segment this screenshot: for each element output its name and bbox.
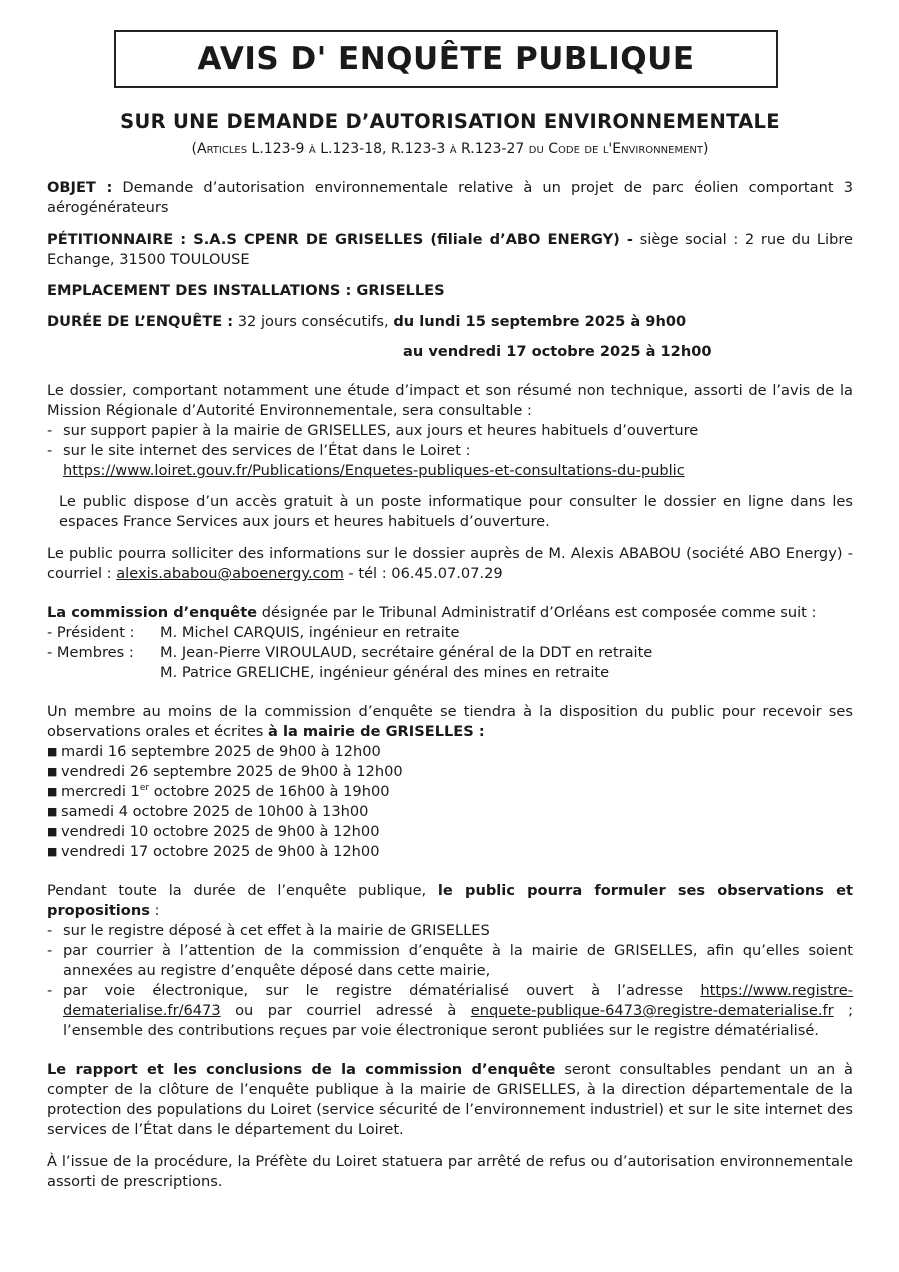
emplacement-text: EMPLACEMENT DES INSTALLATIONS : GRISELLES — [47, 282, 445, 299]
observation-registre: sur le registre déposé à cet effet à la mairie de GRISELLES — [63, 922, 490, 939]
ordinal-suffix: er — [139, 783, 150, 794]
issue-paragraph: À l’issue de la procédure, la Préfète du Loiret statuera par arrêté de refus ou d’autorisation environnementale assorti de prescriptions. — [47, 1153, 853, 1190]
registre-email-link[interactable]: enquete-publique-6473@registre-dematerialise.fr — [470, 1002, 834, 1019]
list-item — [47, 441, 853, 481]
loiret-url-link[interactable]: https://www.loiret.gouv.fr/Publications/Enquetes-publiques-et-consultations-du-public — [63, 462, 685, 479]
dossier-item-paper: sur support papier à la mairie de GRISELLES, aux jours et heures habituels d’ouverture — [63, 422, 699, 439]
membre-1-name: M. Jean-Pierre VIROULAUD, secrétaire général de la DDT en retraite — [160, 644, 653, 661]
contact-email-link[interactable]: alexis.ababou@aboenergy.com — [116, 565, 344, 582]
membres-row — [47, 643, 853, 663]
observation-courriel-text: ou par courriel adressé à — [220, 1002, 471, 1019]
rapport-section — [47, 1060, 853, 1140]
contact-section — [47, 544, 853, 584]
president-label: - Président : — [47, 624, 135, 641]
commission-section — [47, 603, 853, 623]
permanence-date: vendredi 26 septembre 2025 de 9h00 à 12h00 — [61, 763, 403, 780]
commission-text: désignée par le Tribunal Administratif d’Orléans est composée comme suit : — [257, 604, 817, 621]
contact-text: Le public pourra solliciter des informations sur le dossier auprès de M. Alexis ABABOU (société ABO Energy) - courriel : — [47, 545, 853, 582]
list-item — [47, 842, 853, 862]
list-item — [47, 782, 853, 802]
list-item — [47, 762, 853, 782]
list-item — [47, 921, 853, 941]
list-item — [47, 941, 853, 981]
legal-articles: (Articles L.123-9 à L.123-18, R.123-3 à R.123-27 du Code de l'Environnement) — [191, 141, 709, 157]
dossier-item-web: sur le site internet des services de l’État dans le Loiret : — [63, 442, 471, 459]
duree-to: au vendredi 17 octobre 2025 à 12h00 — [403, 343, 712, 360]
list-item — [47, 822, 853, 842]
objet-label: OBJET : — [47, 179, 113, 196]
permanence-date: samedi 4 octobre 2025 de 10h00 à 13h00 — [61, 803, 369, 820]
observations-list — [47, 921, 853, 1041]
duree-section — [47, 312, 853, 332]
poste-paragraph: Le public dispose d’un accès gratuit à un poste informatique pour consulter le dossier en ligne dans les espaces France Services aux jours et heures habituels d’ouverture. — [59, 493, 853, 530]
notice-page — [47, 30, 853, 1192]
permanence-date: vendredi 17 octobre 2025 de 9h00 à 12h00 — [61, 843, 380, 860]
commission-bold: La commission d’enquête — [47, 604, 258, 621]
permanence-date: mardi 16 septembre 2025 de 9h00 à 12h00 — [61, 743, 381, 760]
permanences-location: à la mairie de GRISELLES : — [268, 723, 485, 740]
duree-from: du lundi 15 septembre 2025 à 9h00 — [393, 313, 687, 330]
rapport-text: seront consultables pendant un an à compter de la clôture de l’enquête publique à la mairie de GRISELLES, à la direction départementale de la protection des populations du Loiret (service sécurité de l’environnement industriel) et sur le site internet des services de l’État dans le département du Loiret. — [47, 1061, 853, 1138]
dossier-list — [47, 421, 853, 481]
list-item — [47, 802, 853, 822]
observation-courrier: par courrier à l’attention de la commission d’enquête à la mairie de GRISELLES, afin qu’elles soient annexées au registre d’enquête déposé dans cette mairie, — [63, 942, 853, 979]
membres-row-2 — [47, 663, 853, 683]
list-item — [47, 981, 853, 1041]
subtitle: SUR UNE DEMANDE D’AUTORISATION ENVIRONNEMENTALE — [120, 110, 780, 133]
permanence-date: mercredi 1 — [61, 783, 140, 800]
permanences-text: Un membre au moins de la commission d’enquête se tiendra à la disposition du public pour recevoir ses observations orales et écrites — [47, 703, 853, 740]
observations-colon: : — [149, 902, 160, 919]
objet-text: Demande d’autorisation environnementale relative à un projet de parc éolien comportant 3 aérogénérateurs — [47, 179, 853, 216]
duree-label: DURÉE DE L’ENQUÊTE : — [47, 313, 234, 330]
list-item — [47, 742, 853, 762]
president-row — [47, 623, 853, 643]
duree-to-line — [47, 342, 853, 362]
membre-2-name: M. Patrice GRELICHE, ingénieur général des mines en retraite — [160, 664, 610, 681]
membres-label: - Membres : — [47, 644, 134, 661]
list-item — [47, 421, 853, 441]
petitionnaire-text: siège social : 2 rue du Libre Echange, 31500 TOULOUSE — [47, 231, 853, 268]
permanence-date-rest: octobre 2025 de 16h00 à 19h00 — [149, 783, 390, 800]
registre-url-link[interactable]: https://www.registre-dematerialise.fr/6473 — [63, 982, 853, 1019]
observations-bold: le public pourra formuler ses observations et propositions — [47, 882, 853, 919]
permanences-list — [47, 742, 853, 862]
observation-publication-text: ; l’ensemble des contributions reçues par voie électronique seront publiées sur le registre dématérialisé. — [63, 1002, 853, 1039]
observations-text: Pendant toute la durée de l’enquête publique, — [47, 882, 438, 899]
permanence-date: vendredi 10 octobre 2025 de 9h00 à 12h00 — [61, 823, 380, 840]
permanences-intro — [47, 702, 853, 742]
objet-section — [47, 178, 853, 218]
president-name: M. Michel CARQUIS, ingénieur en retraite — [160, 624, 460, 641]
contact-phone: - tél : 06.45.07.07.29 — [343, 565, 503, 582]
observation-electronique: par voie électronique, sur le registre dématérialisé ouvert à l’adresse — [63, 982, 701, 999]
observations-intro — [47, 881, 853, 921]
title-box — [114, 30, 778, 88]
petitionnaire-section — [47, 230, 853, 270]
petitionnaire-label: PÉTITIONNAIRE : S.A.S CPENR DE GRISELLES (filiale d’ABO ENERGY) - — [47, 231, 633, 248]
dossier-intro: Le dossier, comportant notamment une étude d’impact et son résumé non technique, assorti de l’avis de la Mission Régionale d’Autorité Environnementale, sera consultable : — [47, 382, 853, 419]
duree-text: 32 jours consécutifs, — [233, 313, 394, 330]
page-title: AVIS D' ENQUÊTE PUBLIQUE — [197, 41, 695, 77]
rapport-bold: Le rapport et les conclusions de la commission d’enquête — [47, 1061, 556, 1078]
emplacement-section — [47, 281, 853, 301]
